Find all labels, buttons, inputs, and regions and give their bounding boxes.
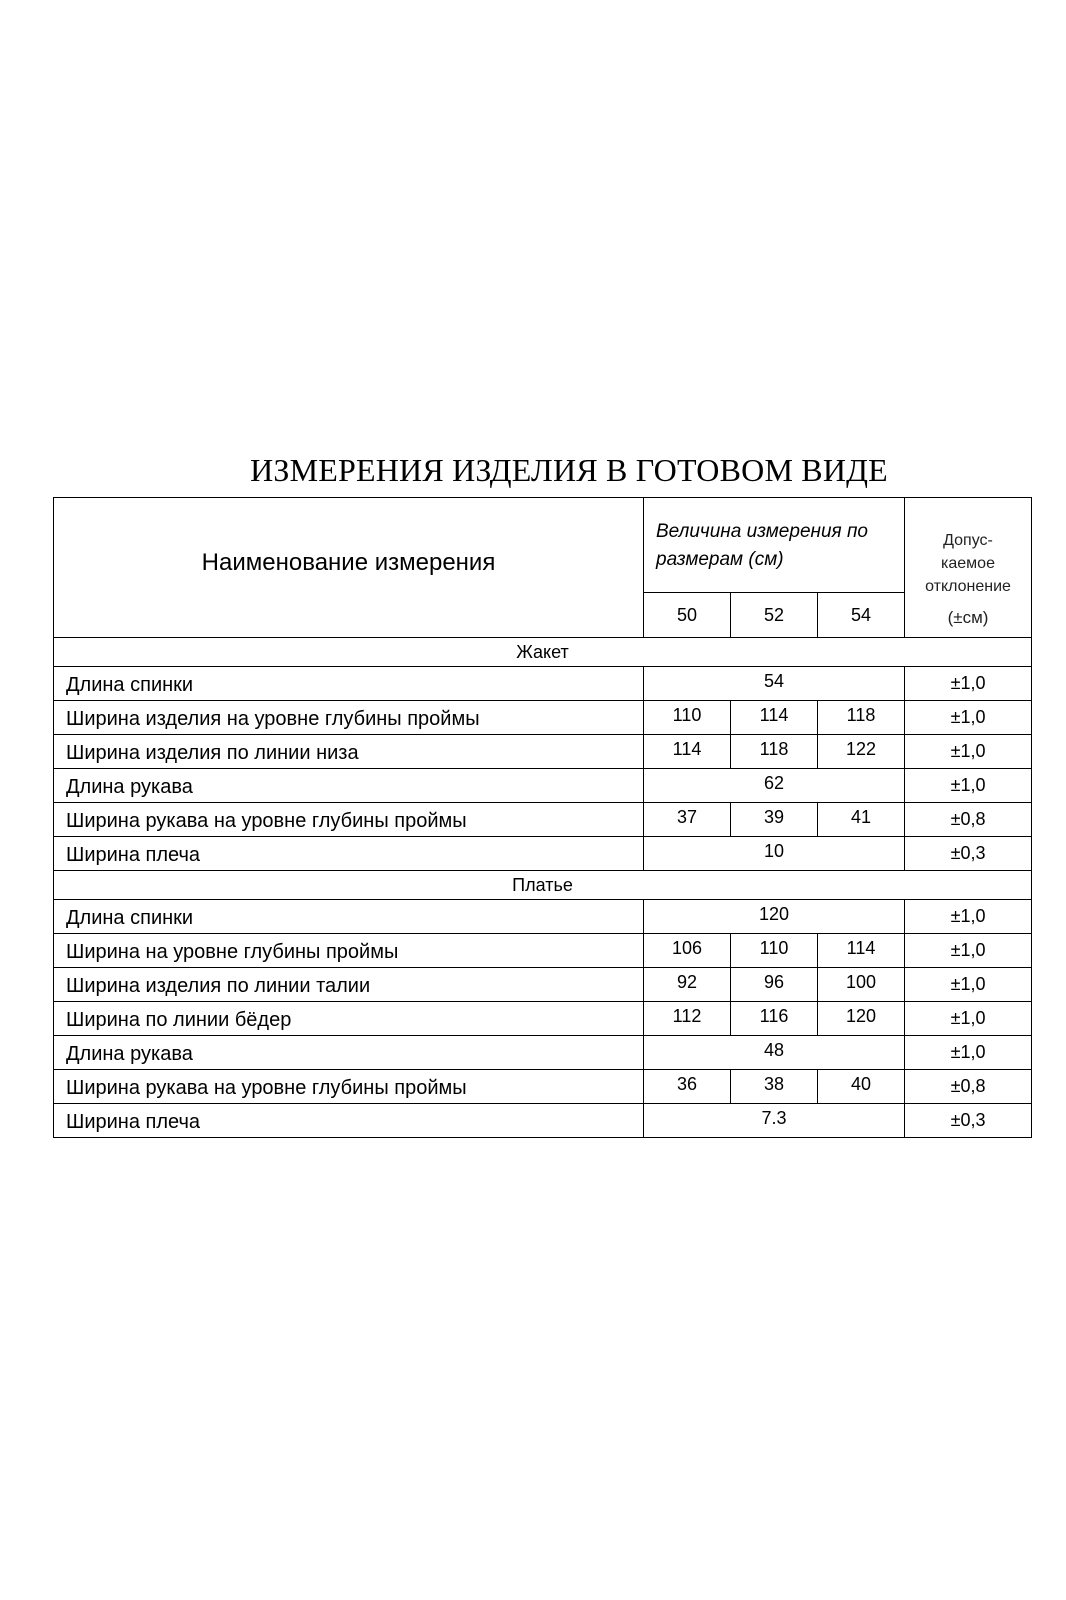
tolerance-value: ±1,0 (905, 1036, 1032, 1070)
measurement-value: 118 (731, 735, 818, 769)
measurement-value: 110 (644, 701, 731, 735)
measurement-value: 120 (644, 900, 905, 934)
header-measurement-name: Наименование измерения (54, 498, 644, 638)
table-row (54, 968, 1032, 1002)
document-title: ИЗМЕРЕНИЯ ИЗДЕЛИЯ В ГОТОВОМ ВИДЕ (250, 452, 888, 488)
tolerance-value: ±0,8 (905, 803, 1032, 837)
header-size-52: 52 (731, 593, 818, 638)
tolerance-value: ±1,0 (905, 701, 1032, 735)
measurement-value: 112 (644, 1002, 731, 1036)
measurement-name: Ширина изделия по линии талии (54, 968, 644, 1002)
measurement-name: Ширина изделия по линии низа (54, 735, 644, 769)
measurement-value: 96 (731, 968, 818, 1002)
tolerance-value: ±1,0 (905, 968, 1032, 1002)
tolerance-value: ±1,0 (905, 900, 1032, 934)
measurement-name: Длина рукава (54, 1036, 644, 1070)
table-row (54, 1070, 1032, 1104)
section-title: Жакет (54, 638, 1032, 667)
measurement-value: 120 (818, 1002, 905, 1036)
table-row (54, 735, 1032, 769)
tolerance-value: ±0,8 (905, 1070, 1032, 1104)
measurement-value: 40 (818, 1070, 905, 1104)
measurement-value: 39 (731, 803, 818, 837)
table-row (54, 934, 1032, 968)
header-row (54, 498, 1032, 593)
header-size-50: 50 (644, 593, 731, 638)
header-tolerance: Допус- каемое отклонение (±см) (905, 498, 1032, 638)
tolerance-value: ±0,3 (905, 1104, 1032, 1138)
measurement-value: 7.3 (644, 1104, 905, 1138)
section-row (54, 638, 1032, 667)
section-row (54, 871, 1032, 900)
measurement-name: Длина спинки (54, 667, 644, 701)
measurement-name: Ширина изделия на уровне глубины проймы (54, 701, 644, 735)
tolerance-value: ±1,0 (905, 735, 1032, 769)
measurement-name: Длина рукава (54, 769, 644, 803)
measurement-name: Длина спинки (54, 900, 644, 934)
table-row (54, 900, 1032, 934)
measurement-value: 37 (644, 803, 731, 837)
header-sizes-group: Величина измерения по размерам (см) (644, 498, 905, 593)
table-row (54, 1002, 1032, 1036)
measurement-value: 10 (644, 837, 905, 871)
measurement-value: 116 (731, 1002, 818, 1036)
measurement-value: 114 (818, 934, 905, 968)
measurement-value: 110 (731, 934, 818, 968)
measurement-value: 100 (818, 968, 905, 1002)
measurement-value: 118 (818, 701, 905, 735)
measurement-name: Ширина плеча (54, 1104, 644, 1138)
measurement-value: 114 (731, 701, 818, 735)
measurement-value: 106 (644, 934, 731, 968)
table-row (54, 1036, 1032, 1070)
measurement-name: Ширина рукава на уровне глубины проймы (54, 803, 644, 837)
measurement-name: Ширина на уровне глубины проймы (54, 934, 644, 968)
measurement-value: 41 (818, 803, 905, 837)
table-row (54, 769, 1032, 803)
table-row (54, 803, 1032, 837)
tolerance-value: ±0,3 (905, 837, 1032, 871)
tolerance-value: ±1,0 (905, 1002, 1032, 1036)
measurement-value: 54 (644, 667, 905, 701)
measurement-value: 122 (818, 735, 905, 769)
measurement-value: 36 (644, 1070, 731, 1104)
measurement-name: Ширина рукава на уровне глубины проймы (54, 1070, 644, 1104)
measurement-value: 38 (731, 1070, 818, 1104)
measurement-value: 92 (644, 968, 731, 1002)
table-row (54, 1104, 1032, 1138)
section-title: Платье (54, 871, 1032, 900)
header-size-54: 54 (818, 593, 905, 638)
measurement-name: Ширина по линии бёдер (54, 1002, 644, 1036)
table-body (54, 638, 1032, 1138)
measurement-value: 114 (644, 735, 731, 769)
measurement-name: Ширина плеча (54, 837, 644, 871)
measurements-table (53, 497, 1032, 1138)
table-row (54, 701, 1032, 735)
tolerance-value: ±1,0 (905, 934, 1032, 968)
table-row (54, 667, 1032, 701)
tolerance-value: ±1,0 (905, 667, 1032, 701)
measurement-value: 62 (644, 769, 905, 803)
measurement-value: 48 (644, 1036, 905, 1070)
tolerance-value: ±1,0 (905, 769, 1032, 803)
table-row (54, 837, 1032, 871)
